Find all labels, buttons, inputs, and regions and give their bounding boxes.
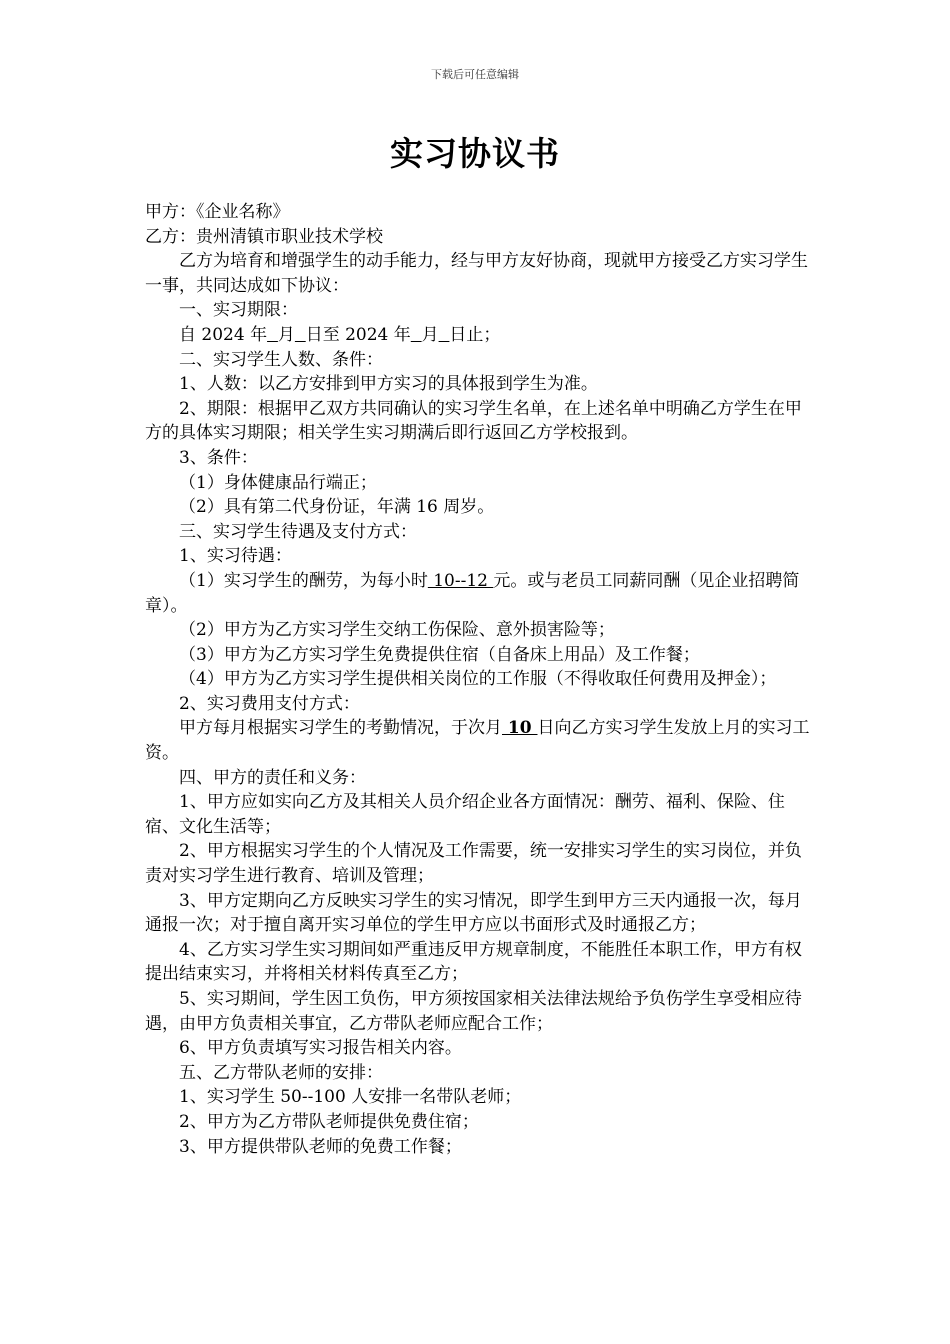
section-4-item-1: 1、甲方应如实向乙方及其相关人员介绍企业各方面情况：酬劳、福利、保险、住宿、文化生活等； xyxy=(145,792,785,837)
section-3-heading: 三、实习学生待遇及支付方式： xyxy=(179,521,417,542)
intro-paragraph: 乙方为培育和增强学生的动手能力，经与甲方友好协商，现就甲方接受乙方实习学生一事，共同达成如下协议： xyxy=(145,251,808,296)
section-5-item-2: 2、甲方为乙方带队老师提供免费住宿； xyxy=(179,1111,479,1132)
wage-suffix: 元。或与老员工同薪同酬（见企业招聘简章）。 xyxy=(145,570,800,616)
section-1-heading: 一、实习期限： xyxy=(179,300,298,321)
section-5-item-3: 3、甲方提供带队老师的免费工作餐； xyxy=(179,1136,462,1157)
section-4-item-2: 2、甲方根据实习学生的个人情况及工作需要，统一安排实习学生的实习岗位，并负责对实习学生进行教育、培训及管理； xyxy=(145,841,802,887)
section-4-item-4: 4、乙方实习学生实习期间如严重违反甲方规章制度，不能胜任本职工作，甲方有权提出结束实习，并将相关材料传真至乙方； xyxy=(145,939,802,985)
payment-paragraph xyxy=(145,716,811,765)
section-3-sub-1: 1、实习待遇： xyxy=(179,546,292,567)
treatment-4: （4）甲方为乙方实习学生提供相关岗位的工作服（不得收取任何费用及押金）； xyxy=(179,669,777,690)
document-title: 实习协议书 xyxy=(390,134,560,173)
day-label-1: 日至 2024 年 xyxy=(305,324,411,345)
treatment-1 xyxy=(145,569,811,618)
section-5-item-1: 1、实习学生 50--100 人安排一名带队老师； xyxy=(179,1087,522,1108)
document-body xyxy=(145,200,811,1159)
blank-day-2 xyxy=(439,325,450,345)
payment-suffix: 日向乙方实习学生发放上月的实习工资。 xyxy=(145,718,810,764)
payment-day: 10 xyxy=(502,718,538,739)
month-label-2: 月 xyxy=(421,324,439,345)
section-4-item-5: 5、实习期间，学生因工负伤，甲方须按国家相关法律法规给予负伤学生享受相应待遇，由甲方负责相关事宜，乙方带队老师应配合工作； xyxy=(145,989,802,1034)
section-2-item-1: 1、人数：以乙方安排到甲方实习的具体报到学生为准。 xyxy=(179,374,598,395)
section-2-item-3: 3、条件： xyxy=(179,447,258,468)
blank-month-2 xyxy=(411,325,422,345)
section-4-item-6: 6、甲方负责填写实习报告相关内容。 xyxy=(179,1038,462,1059)
hourly-wage: 10--12 xyxy=(427,570,494,591)
blank-month-1 xyxy=(267,325,278,345)
section-3-sub-2: 2、实习费用支付方式： xyxy=(179,693,360,714)
wage-prefix: （1）实习学生的酬劳，为每小时 xyxy=(179,570,428,591)
treatment-2: （2）甲方为乙方实习学生交纳工伤保险、意外损害险等； xyxy=(179,620,615,641)
blank-day-1 xyxy=(295,325,306,345)
month-label-1: 月 xyxy=(277,324,295,345)
party-b: 乙方：贵州清镇市职业技术学校 xyxy=(145,226,383,247)
condition-1: （1）身体健康品行端正； xyxy=(179,472,377,493)
internship-period xyxy=(145,323,811,348)
payment-prefix: 甲方每月根据实习学生的考勤情况，于次月 xyxy=(179,718,502,739)
section-2-item-2: 2、期限：根据甲乙双方共同确认的实习学生名单，在上述名单中明确乙方学生在甲方的具体实习期限；相关学生实习期满后即行返回乙方学校报到。 xyxy=(145,398,802,444)
period-prefix: 自 2024 年 xyxy=(179,324,268,345)
header-note: 下载后可任意编辑 xyxy=(431,68,519,81)
treatment-3: （3）甲方为乙方实习学生免费提供住宿（自备床上用品）及工作餐； xyxy=(179,644,700,665)
section-4-heading: 四、甲方的责任和义务： xyxy=(179,767,366,788)
section-5-heading: 五、乙方带队老师的安排： xyxy=(179,1062,383,1083)
section-4-item-3: 3、甲方定期向乙方反映实习学生的实习情况，即学生到甲方三天内通报一次，每月通报一次；对于擅自离开实习单位的学生甲方应以书面形式及时通报乙方； xyxy=(145,890,802,936)
section-2-heading: 二、实习学生人数、条件： xyxy=(179,349,383,370)
day-label-2: 日止； xyxy=(449,324,501,345)
condition-2: （2）具有第二代身份证，年满 16 周岁。 xyxy=(179,497,495,518)
party-a: 甲方：《企业名称》 xyxy=(145,202,290,222)
